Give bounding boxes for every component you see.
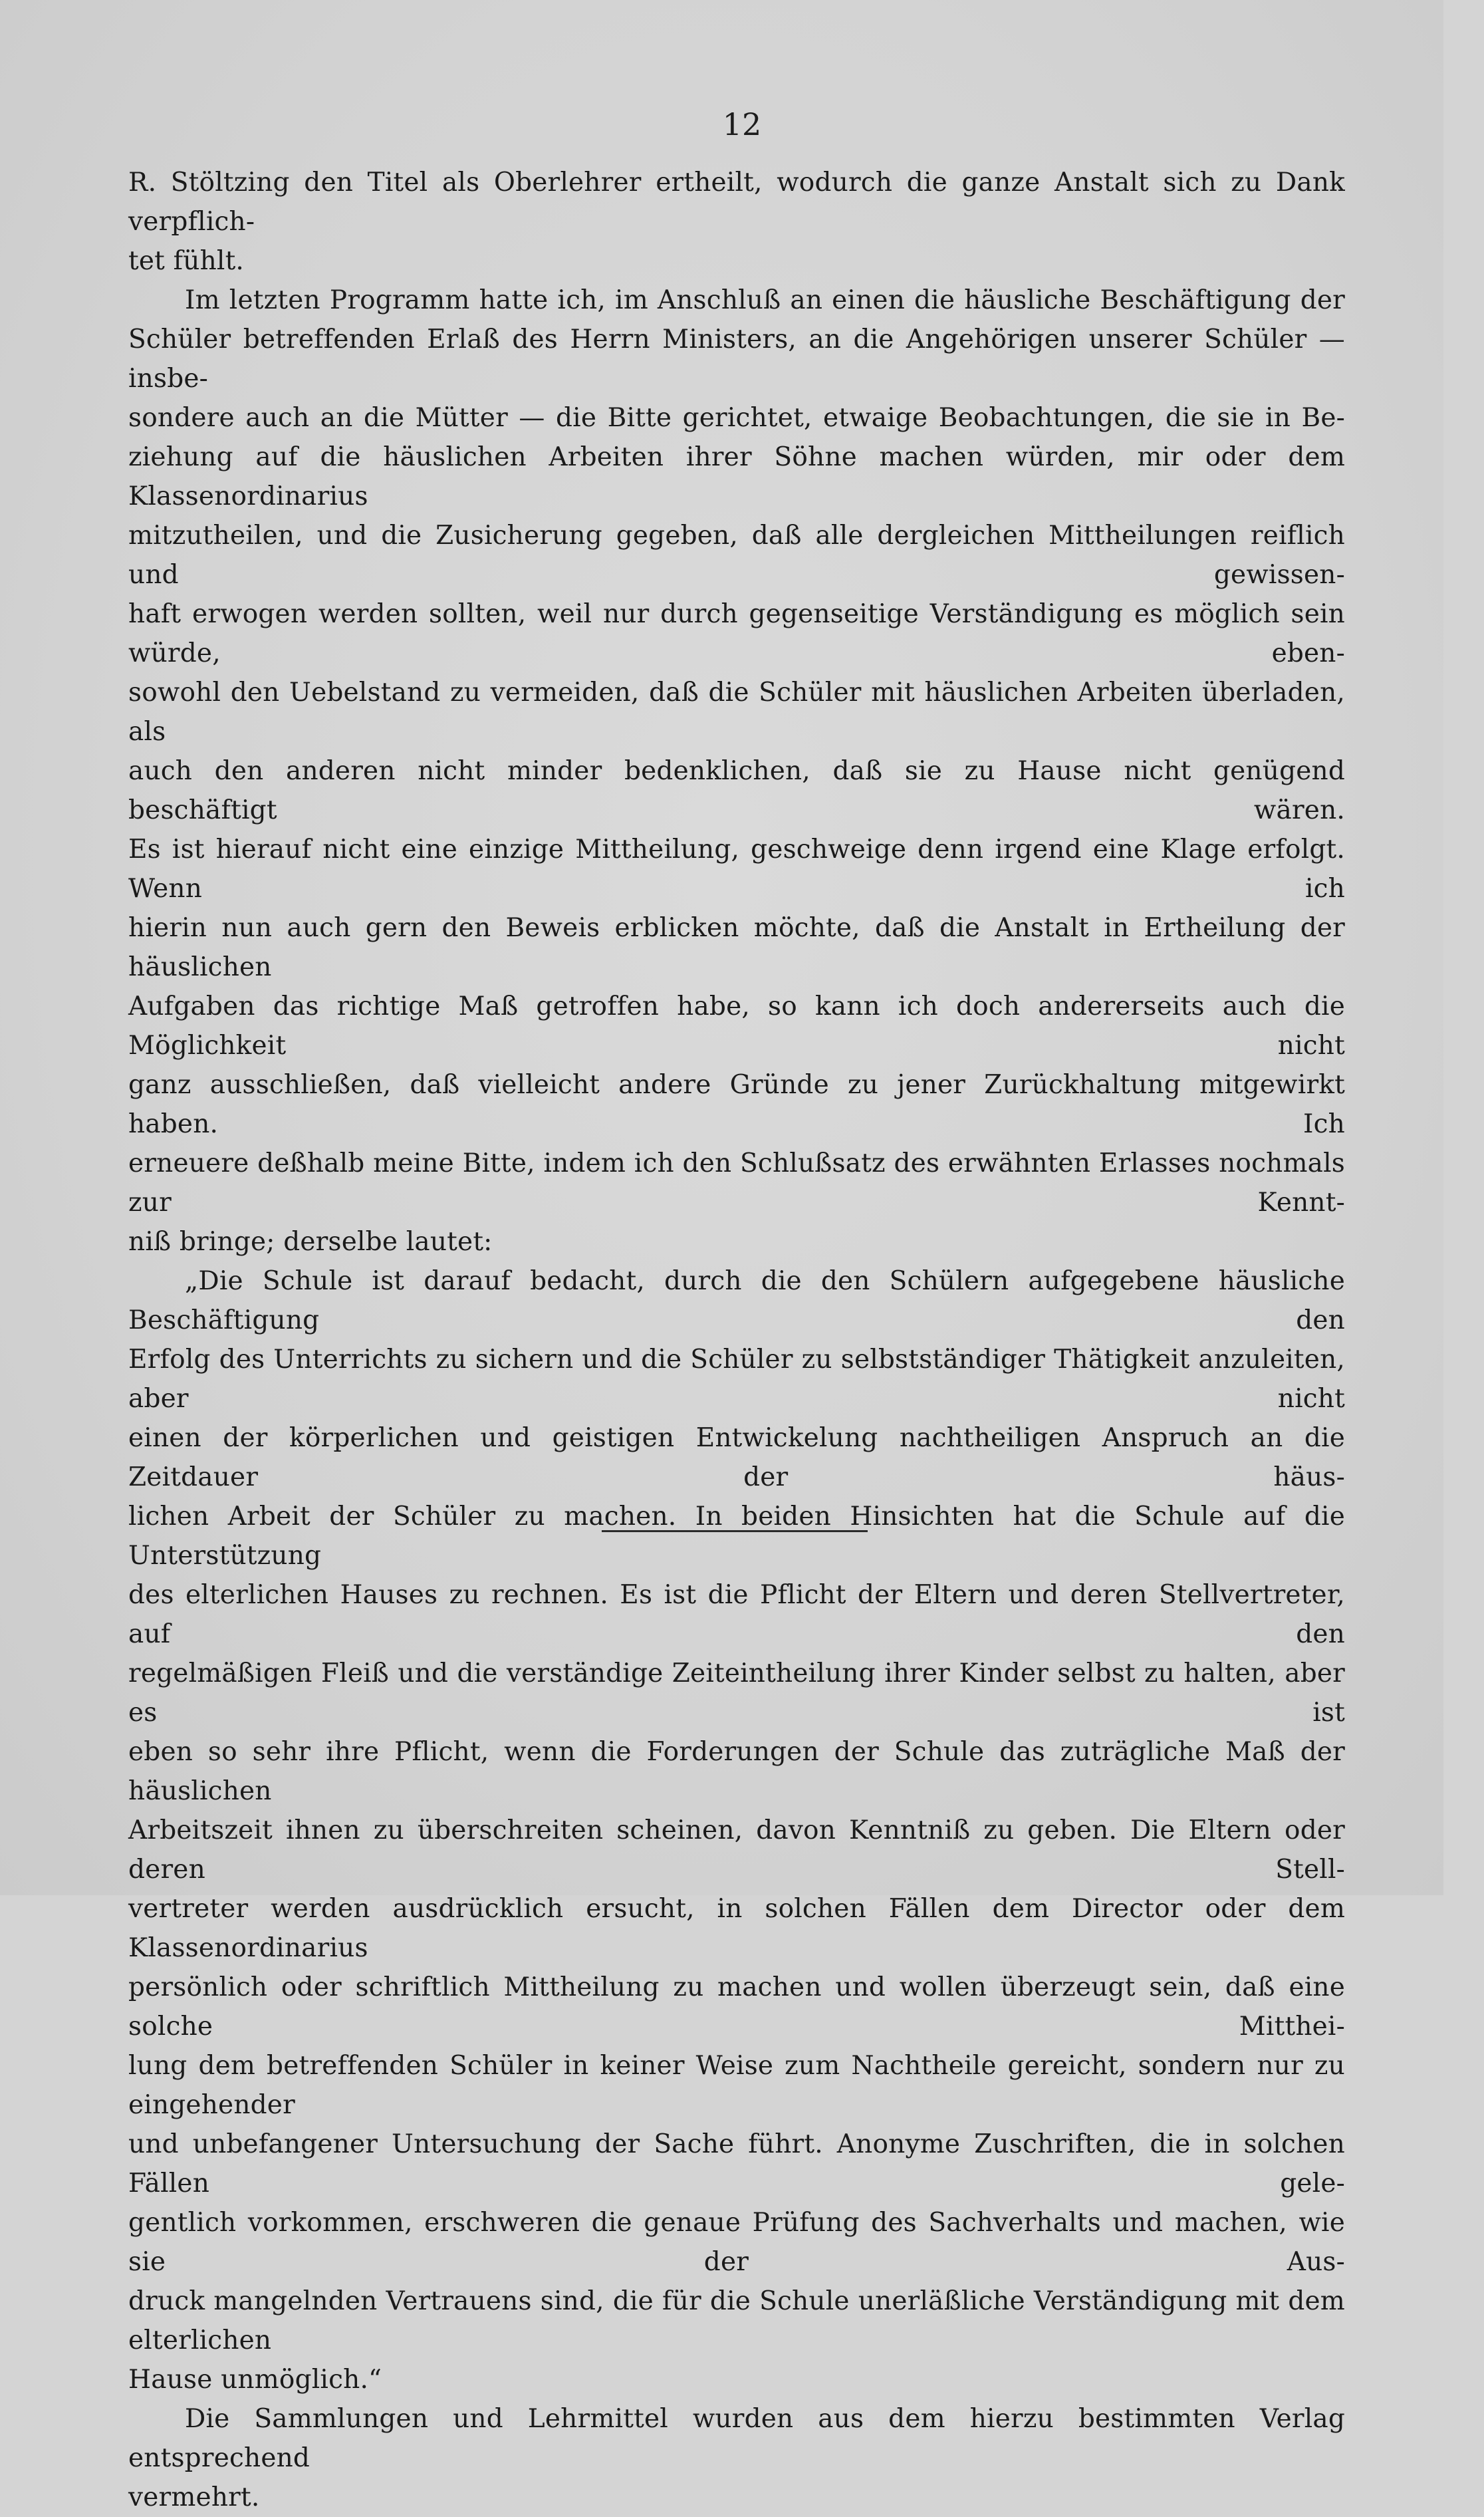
- text-line: Arbeitszeit ihnen zu überschreiten scheinen, davon Kenntniß zu geben. Die Eltern oder deren Stell-: [128, 1815, 1345, 1885]
- text-line: ziehung auf die häuslichen Arbeiten ihrer Söhne machen würden, mir oder dem Klassenordinarius: [128, 442, 1345, 511]
- text-line: niß bringe; derselbe lautet:: [128, 1227, 493, 1257]
- text-line: vertreter werden ausdrücklich ersucht, in solchen Fällen dem Director oder dem Klassenordinarius: [128, 1894, 1345, 1963]
- text-line: regelmäßigen Fleiß und die verständige Zeiteintheilung ihrer Kinder selbst zu halten, aber es ist: [128, 1658, 1345, 1728]
- text-line: R. Stöltzing den Titel als Oberlehrer ertheilt, wodurch die ganze Anstalt sich zu Dank verpflich-: [128, 168, 1345, 237]
- text-line: gentlich vorkommen, erschweren die genaue Prüfung des Sachverhalts und machen, wie sie der Aus-: [128, 2208, 1345, 2277]
- text-line: einen der körperlichen und geistigen Entwickelung nachtheiligen Anspruch an die Zeitdauer der häus-: [128, 1423, 1345, 1492]
- text-line: vermehrt.: [128, 2482, 260, 2512]
- text-line: lung dem betreffenden Schüler in keiner Weise zum Nachtheile gereicht, sondern nur zu eingehender: [128, 2051, 1345, 2120]
- text-line: lichen Arbeit der Schüler zu machen. In beiden Hinsichten hat die Schule auf die Unterstützung: [128, 1502, 1345, 1571]
- page-number: 12: [722, 106, 762, 142]
- text-line: eben so sehr ihre Pflicht, wenn die Forderungen der Schule das zuträgliche Maß der häuslichen: [128, 1737, 1345, 1806]
- body-text: [128, 163, 1345, 2517]
- text-line: sondere auch an die Mütter — die Bitte gerichtet, etwaige Beobachtungen, die sie in Be-: [128, 403, 1345, 433]
- text-line: sowohl den Uebelstand zu vermeiden, daß die Schüler mit häuslichen Arbeiten überladen, als: [128, 678, 1345, 747]
- text-line: Schüler betreffenden Erlaß des Herrn Ministers, an die Angehörigen unserer Schüler — insbe-: [128, 325, 1345, 394]
- paragraph-collections: [128, 2399, 1345, 2517]
- text-line: Erfolg des Unterrichts zu sichern und die Schüler zu selbstständiger Thätigkeit anzuleiten, aber nicht: [128, 1345, 1345, 1414]
- text-line: Aufgaben das richtige Maß getroffen habe, so kann ich doch andererseits auch die Möglichkeit nicht: [128, 992, 1345, 1061]
- text-line: des elterlichen Hauses zu rechnen. Es ist die Pflicht der Eltern und deren Stellvertreter, auf den: [128, 1580, 1345, 1649]
- text-line: Die Sammlungen und Lehrmittel wurden aus dem hierzu bestimmten Verlag entsprechend: [128, 2404, 1345, 2473]
- section-divider-rule: [602, 1530, 868, 1532]
- text-line: „Die Schule ist darauf bedacht, durch die den Schülern aufgegebene häusliche Beschäftigung den: [128, 1266, 1345, 1335]
- text-line: tet fühlt.: [128, 246, 245, 276]
- text-line: ganz ausschließen, daß vielleicht andere Gründe zu jener Zurückhaltung mitgewirkt haben. Ich: [128, 1070, 1345, 1139]
- text-line: mitzutheilen, und die Zusicherung gegeben, daß alle dergleichen Mittheilungen reiflich und gewissen-: [128, 521, 1345, 590]
- text-line: druck mangelnden Vertrauens sind, die für die Schule unerläßliche Verständigung mit dem elterlichen: [128, 2286, 1345, 2355]
- text-line: persönlich oder schriftlich Mittheilung zu machen und wollen überzeugt sein, daß eine solche Mitthei-: [128, 1972, 1345, 2042]
- text-line: erneuere deßhalb meine Bitte, indem ich den Schlußsatz des erwähnten Erlasses nochmals zur Kennt-: [128, 1148, 1345, 1218]
- text-line: hierin nun auch gern den Beweis erblicken möchte, daß die Anstalt in Ertheilung der häuslichen: [128, 913, 1345, 982]
- text-line: Hause unmöglich.“: [128, 2365, 382, 2395]
- text-line: haft erwogen werden sollten, weil nur durch gegenseitige Verständigung es möglich sein würde, eben-: [128, 599, 1345, 668]
- text-line: Im letzten Programm hatte ich, im Anschluß an einen die häusliche Beschäftigung der: [185, 285, 1345, 315]
- text-line: Es ist hierauf nicht eine einzige Mittheilung, geschweige denn irgend eine Klage erfolgt. Wenn ich: [128, 835, 1345, 904]
- paragraph-quoted-decree: [128, 1261, 1345, 2399]
- paragraph-program-request: [128, 281, 1345, 1261]
- paragraph-continuation: [128, 163, 1345, 281]
- text-line: auch den anderen nicht minder bedenklichen, daß sie zu Hause nicht genügend beschäftigt wären.: [128, 756, 1345, 825]
- text-line: und unbefangener Untersuchung der Sache führt. Anonyme Zuschriften, die in solchen Fällen gele-: [128, 2129, 1345, 2198]
